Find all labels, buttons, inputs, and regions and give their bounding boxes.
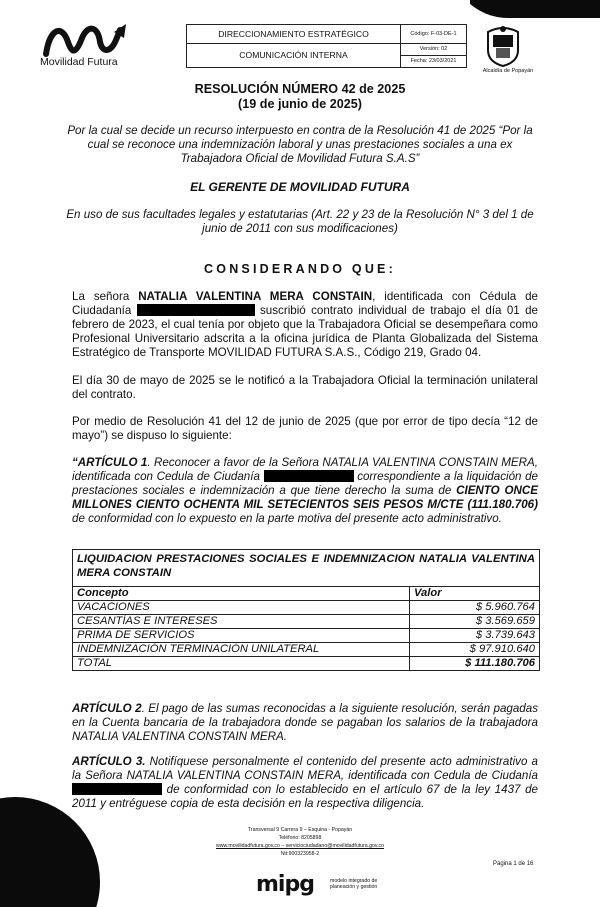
paragraph-termination: El día 30 de mayo de 2025 se le notificó a la Trabajadora Oficial la terminación unilateral del contrato. <box>72 374 538 401</box>
p1-text-b: , identificada con Cédula de Ciudadanía <box>72 290 538 317</box>
row-concept: CESANTÍAS E INTERESES <box>73 615 410 629</box>
article-2 <box>72 702 538 744</box>
mipg-logo-text: mipg <box>256 872 314 897</box>
article-1-text-c: de conformidad con lo expuesto en la parte motiva del presente acto administrativo. <box>72 512 502 525</box>
article-2-text: . El pago de las sumas reconocidas a la siguiente resolución, serán pagadas en la Cuenta bancaria de la trabajadora donde se pagaban los salarios de la trabajadora NATALIA VALENTINA CONSTAIN MERA. <box>72 702 538 743</box>
table-row <box>73 615 539 629</box>
row-concept: PRIMA DE SERVICIOS <box>73 629 410 643</box>
mipg-subtitle: modelo integrado de planeación y gestión <box>330 878 378 890</box>
article-1-label: “ARTÍCULO 1 <box>72 456 148 469</box>
paragraph-contract <box>72 290 538 360</box>
paragraph-resolution-41: Por medio de Resolución 41 del 12 de junio de 2025 (que por error de tipo decía “12 de mayo”) se dispuso lo siguiente: <box>72 415 538 442</box>
row-value: $ 5.960.764 <box>410 601 540 615</box>
footer-web-link[interactable]: www.movilidadfutura.gov.co – serviciociudadano@movilidadfutura.gov.co <box>216 843 384 849</box>
col-value: Valor <box>410 587 540 601</box>
article-2-label: ARTÍCULO 2 <box>72 702 142 715</box>
article-3 <box>72 755 538 811</box>
table-total-row <box>73 657 539 671</box>
mipg-logo <box>256 872 314 897</box>
logo-text: Movilidad Futura <box>40 56 118 68</box>
article-3-text-b: de conformidad con lo establecido en el artículo 67 de la ley 1437 de 2011 y entréguese copia de esta decisión en la respectiva diligencia. <box>72 783 538 810</box>
table-row <box>73 629 539 643</box>
issuer: EL GERENTE DE MOVILIDAD FUTURA <box>190 180 410 194</box>
total-value: $ 111.180.706 <box>410 657 540 671</box>
table-row <box>73 643 539 657</box>
row-concept: VACACIONES <box>73 601 410 615</box>
article-3-text-a: Notifíquese personalmente el contenido del presente acto administrativo a la Señora NATALIA VALENTINA CONSTAIN MERA, identificada con Cedula de Ciudanía <box>72 755 538 782</box>
considering-heading: CONSIDERANDO QUE: <box>204 262 396 276</box>
document-header-table <box>186 24 467 68</box>
table-row <box>73 601 539 615</box>
p1-text-c: suscribió contrato individual de trabajo el día 01 de febrero de 2023, el cual tenía por objeto que la Trabajadora Oficial se desempeñara como Profesional Universitario adscrita a la oficina jurídica de Planta Globalizada del Sistema Estratégico de Transporte MOVILIDAD FUTURA S.A.S., Código 219, Grado 04. <box>72 304 538 359</box>
resolution-title: RESOLUCIÓN NÚMERO 42 de 2025 <box>194 82 406 96</box>
redacted-id <box>72 783 162 795</box>
doc-code: Código: F-03-DE-1 <box>401 25 467 44</box>
col-concept: Concepto <box>77 587 129 599</box>
row-value: $ 3.739.643 <box>410 629 540 643</box>
legal-powers: En uso de sus facultades legales y estatutarias (Art. 22 y 23 de la Resolución N° 3 del 1 de junio de 2011 con sus modificaciones) <box>66 208 534 235</box>
doc-date: Fecha: 23/03/2021 <box>401 55 467 67</box>
p1-text-a: La señora <box>72 290 139 303</box>
footer-nit: Nit:900323958-2 <box>280 851 320 857</box>
article-1-text-a: . Reconocer a favor de la Señora NATALIA VALENTINA CONSTAIN MERA, identificada con Cedula de Ciudanía <box>72 456 538 483</box>
liquidation-grid <box>73 587 539 670</box>
corner-decoration-top <box>470 0 600 18</box>
popayan-crest-icon <box>480 22 526 68</box>
redacted-id <box>264 470 354 482</box>
page-number: Página 1 de 16 <box>493 861 534 867</box>
crest-label: Alcaldía de Popayán <box>482 68 534 74</box>
article-1-amount: CIENTO ONCE MILLONES CIENTO OCHENTA MIL SETECIENTOS SEIS PESOS M/CTE (111.180.706) <box>72 484 538 511</box>
row-concept: INDEMNIZACIÓN TERMINACIÓN UNILATERAL <box>73 643 410 657</box>
resolution-date: (19 de junio de 2025) <box>238 97 362 111</box>
article-1 <box>72 456 538 526</box>
footer-address: Transversal 9 Carrera 9 – Esquina - Popayán <box>247 827 353 833</box>
row-value: $ 97.910.640 <box>410 643 540 657</box>
redacted-id <box>137 304 255 316</box>
row-value: $ 3.569.659 <box>410 615 540 629</box>
doc-version: Versión: 02 <box>401 43 467 55</box>
doc-section: DIRECCIONAMIENTO ESTRATÉGICO <box>187 25 401 44</box>
doc-name: COMUNICACIÓN INTERNA <box>187 43 401 67</box>
article-3-label: ARTÍCULO 3. <box>72 755 146 768</box>
p1-name: NATALIA VALENTINA MERA CONSTAIN <box>138 290 373 303</box>
article-1-text-b: correspondiente a la liquidación de prestaciones sociales e indemnización a que tiene derecho la suma de <box>72 470 538 497</box>
table-header-row <box>73 587 539 601</box>
liquidation-table <box>72 549 540 671</box>
total-label: TOTAL <box>73 657 410 671</box>
liquidation-title: LIQUIDACION PRESTACIONES SOCIALES E INDEMNIZACION NATALIA VALENTINA MERA CONSTAIN <box>73 550 539 587</box>
footer-phone: Teléfono: 8205898 <box>278 835 322 841</box>
resolution-summary: Por la cual se decide un recurso interpuesto en contra de la Resolución 41 de 2025 “Por la cual se reconoce una indemnización laboral y unas prestaciones sociales a una ex Trabajadora Oficial de Movilidad Futura S.A.S” <box>67 124 533 165</box>
